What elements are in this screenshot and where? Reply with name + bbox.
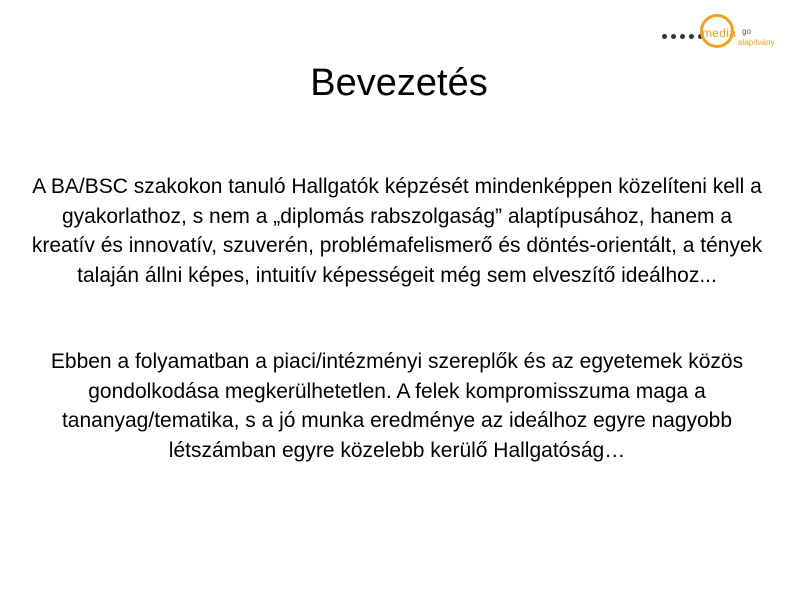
logo-dot [662,34,667,39]
logo-dot [689,34,694,39]
slide-title-text: Bevezetés [310,62,488,104]
intro-paragraph-2: Ebben a folyamatban a piaci/intézményi szereplők és az egyetemek közös gondolkodása megkerülhetetlen. A felek kompromisszuma maga a tananyag/tematika, s a jó munka eredménye az ideálhoz egyre nagyobb létszámban egyre közelebb kerülő Hallgatóság… [50,350,744,462]
logo-dot [671,34,676,39]
intro-paragraph-1: A BA/BSC szakokon tanuló Hallgatók képzését mindenképpen közelíteni kell a gyakorlathoz, s nem a „diplomás rabszolgaság” alaptípusához, hanem a kreatív és innovatív, szuverén, problémafelismerő és döntés-orientált, a tények talaján állni képes, intuitív képességeit még sem elveszítő ideálhoz... [31,175,763,287]
logo-name: media [702,26,737,40]
logo-line-1: go [742,27,751,36]
logo-line-2: alapítvány [738,38,775,47]
logo-dot [680,34,685,39]
slide-title [0,62,794,105]
logo-dots [662,34,703,39]
media-go-logo-icon [662,8,782,56]
